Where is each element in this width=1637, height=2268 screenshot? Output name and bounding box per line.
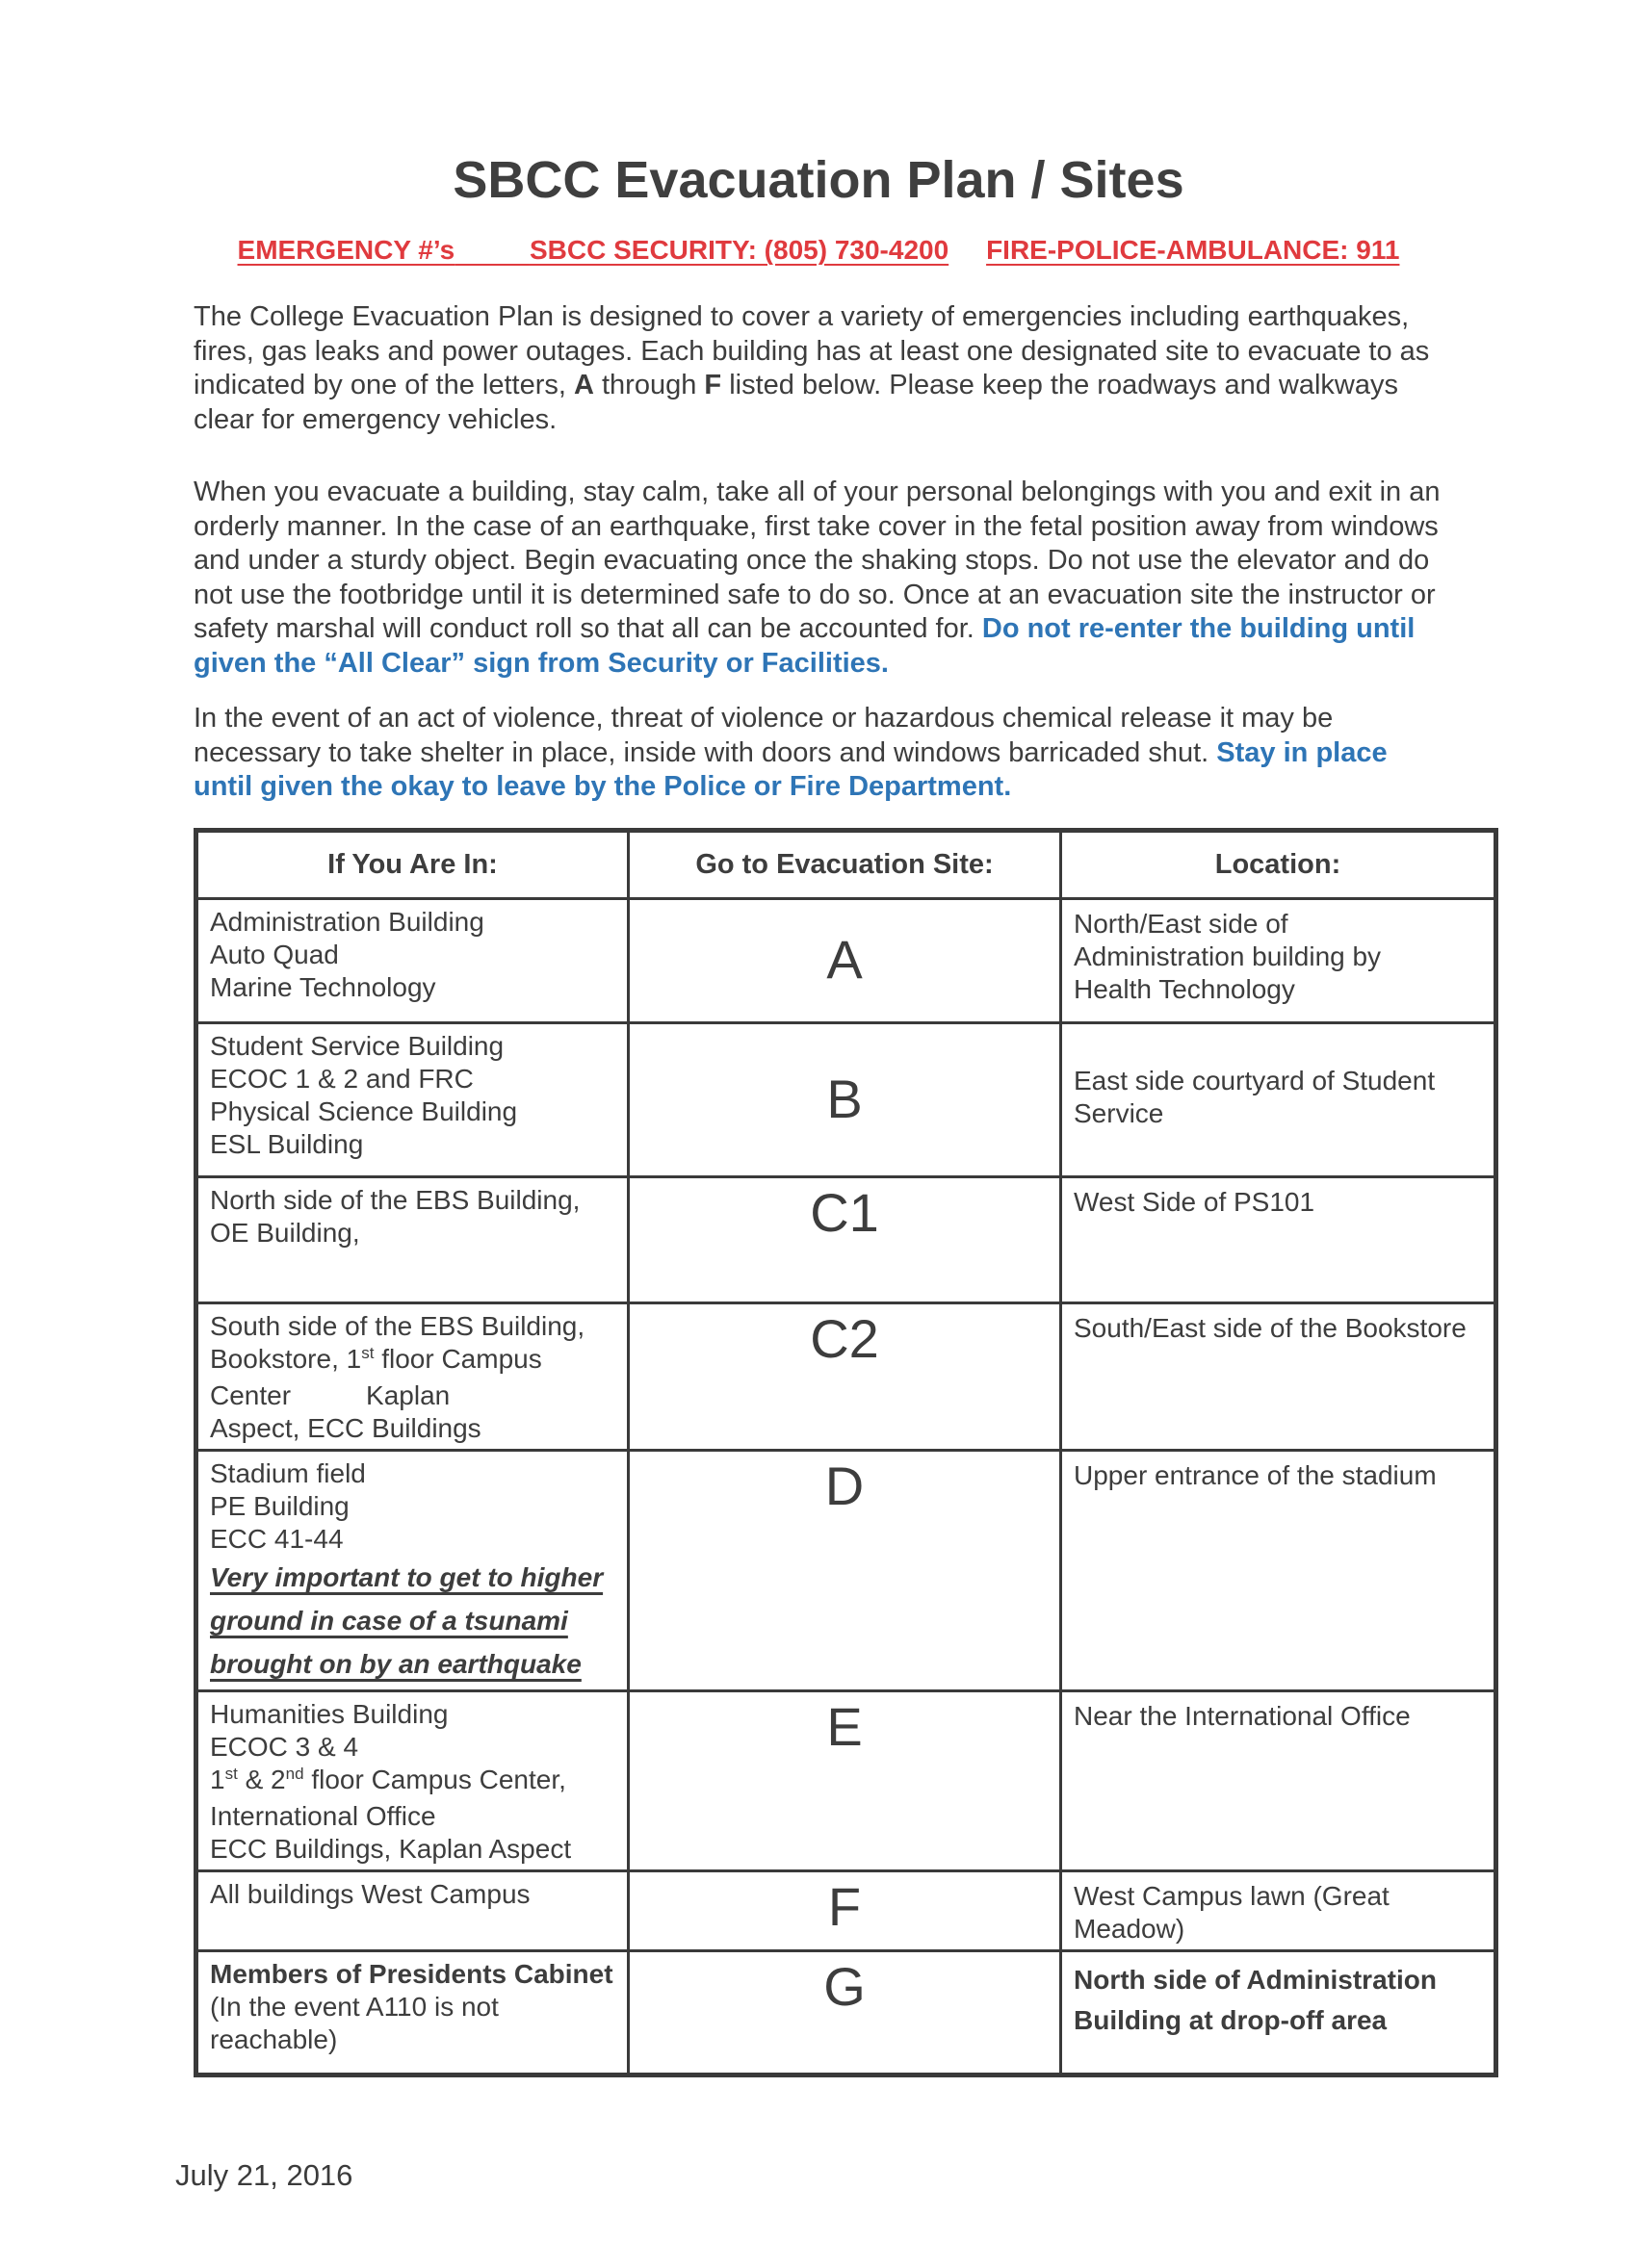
cell-buildings xyxy=(196,1022,629,1176)
footer-date: July 21, 2016 xyxy=(175,2158,353,2192)
building-line: reachable) xyxy=(210,2023,338,2054)
gap-spacer xyxy=(948,235,986,265)
cell-buildings xyxy=(196,898,629,1022)
evac-table-body xyxy=(196,898,1496,2075)
table-row xyxy=(196,1950,1496,2075)
table-row xyxy=(196,1302,1496,1450)
cell-buildings xyxy=(196,1690,629,1870)
building-line: ground in case of a tsunami xyxy=(210,1605,568,1636)
emergency-label: EMERGENCY #’s xyxy=(237,235,455,265)
cell-buildings xyxy=(196,1176,629,1302)
building-line: Stadium field xyxy=(210,1457,366,1488)
cell-buildings xyxy=(196,1950,629,2075)
building-line: Very important to get to higher xyxy=(210,1561,604,1592)
building-line: International Office xyxy=(210,1800,436,1831)
cell-buildings xyxy=(196,1302,629,1450)
emergency-numbers-line xyxy=(0,235,1637,266)
building-line: Center Kaplan xyxy=(210,1379,451,1410)
cell-site-letter: A xyxy=(629,898,1061,1022)
location-line: North/East side of xyxy=(1074,908,1288,939)
building-line: ESL Building xyxy=(210,1128,364,1159)
col-header-if-you-are-in: If You Are In: xyxy=(196,830,629,898)
building-line: ECOC 3 & 4 xyxy=(210,1731,359,1762)
col-header-evacuation-site: Go to Evacuation Site: xyxy=(629,830,1061,898)
location-line: Service xyxy=(1074,1098,1164,1128)
evacuation-sites-table xyxy=(194,828,1498,2077)
building-line: 1st & 2nd floor Campus Center, xyxy=(210,1764,566,1794)
location-line: Upper entrance of the stadium xyxy=(1074,1459,1437,1490)
location-line: Health Technology xyxy=(1074,973,1295,1004)
page-title: SBCC Evacuation Plan / Sites xyxy=(453,151,1184,209)
col-header-location: Location: xyxy=(1061,830,1496,898)
building-line: ECOC 1 & 2 and FRC xyxy=(210,1063,474,1094)
building-line: South side of the EBS Building, xyxy=(210,1310,585,1341)
location-line: East side courtyard of Student xyxy=(1074,1066,1436,1095)
location-line: Building at drop-off area xyxy=(1074,2004,1388,2035)
building-line: All buildings West Campus xyxy=(210,1878,531,1909)
building-line: ECC 41-44 xyxy=(210,1523,344,1554)
cell-buildings xyxy=(196,1450,629,1690)
table-row xyxy=(196,1450,1496,1690)
cell-site-letter: E xyxy=(629,1690,1061,1870)
building-line: Bookstore, 1st floor Campus xyxy=(210,1343,542,1374)
cell-site-letter: C1 xyxy=(629,1176,1061,1302)
cell-buildings xyxy=(196,1870,629,1950)
location-line: West Side of PS101 xyxy=(1074,1186,1315,1217)
cell-location xyxy=(1061,1690,1496,1870)
cell-site-letter: B xyxy=(629,1022,1061,1176)
cell-location xyxy=(1061,1176,1496,1302)
cell-site-letter: C2 xyxy=(629,1302,1061,1450)
cell-location xyxy=(1061,1950,1496,2075)
building-line: Aspect, ECC Buildings xyxy=(210,1412,481,1443)
building-line: Marine Technology xyxy=(210,971,436,1002)
location-line: North side of Administration xyxy=(1074,1964,1437,1995)
location-line: Near the International Office xyxy=(1074,1700,1411,1731)
building-line: PE Building xyxy=(210,1490,350,1521)
cell-site-letter: D xyxy=(629,1450,1061,1690)
location-line: South/East side of the Bookstore xyxy=(1074,1312,1467,1343)
table-row xyxy=(196,898,1496,1022)
cell-site-letter: G xyxy=(629,1950,1061,2075)
building-line: brought on by an earthquake xyxy=(210,1648,582,1679)
cell-location xyxy=(1061,1302,1496,1450)
table-row xyxy=(196,1022,1496,1176)
building-line: OE Building, xyxy=(210,1217,360,1248)
location-line: Meadow) xyxy=(1074,1913,1185,1944)
building-line: Physical Science Building xyxy=(210,1095,518,1126)
cell-location xyxy=(1061,1022,1496,1176)
building-line: Members of Presidents Cabinet xyxy=(210,1958,613,1989)
security-phone: SBCC SECURITY: (805) 730-4200 xyxy=(529,235,949,265)
table-header-row xyxy=(196,830,1496,898)
location-line: West Campus lawn (Great xyxy=(1074,1880,1390,1911)
table-row xyxy=(196,1690,1496,1870)
fire-police-phone: FIRE-POLICE-AMBULANCE: 911 xyxy=(986,235,1400,265)
paragraph-evacuation-procedure: When you evacuate a building, stay calm, take all of your personal belongings with you and exit in an orderly manner. In the case of an earthquake, first take cover in the fetal position away from windows and under a sturdy object. Begin evacuating once the shaking stops. Do not use the elevator and do not use the footbridge until it is determined safe to do so. Once at an evacuation site the instructor or safety marshal will conduct roll so that all can be accounted for. Do not re-enter the building until given the “All Clear” sign from Security or Facilities. xyxy=(194,477,1441,679)
cell-location xyxy=(1061,898,1496,1022)
building-line: Administration Building xyxy=(210,906,484,937)
cell-site-letter: F xyxy=(629,1870,1061,1950)
building-line: Humanities Building xyxy=(210,1698,449,1729)
building-line: (In the event A110 is not xyxy=(210,1991,499,2022)
location-line: Administration building by xyxy=(1074,941,1382,971)
table-row xyxy=(196,1176,1496,1302)
cell-location xyxy=(1061,1870,1496,1950)
tab-spacer xyxy=(455,235,530,265)
building-line: Student Service Building xyxy=(210,1030,505,1061)
building-line: Auto Quad xyxy=(210,939,339,969)
cell-location xyxy=(1061,1450,1496,1690)
paragraph-intro: The College Evacuation Plan is designed to cover a variety of emergencies including earthquakes, fires, gas leaks and power outages. Each building has at least one designated site to evacuate to as indicated by one of the letters, A through F listed below. Please keep the roadways and walkways clear for emergency vehicles. xyxy=(194,301,1430,435)
building-line: North side of the EBS Building, xyxy=(210,1184,581,1215)
table-row xyxy=(196,1870,1496,1950)
building-line: ECC Buildings, Kaplan Aspect xyxy=(210,1833,572,1864)
paragraph-shelter-in-place: In the event of an act of violence, threat of violence or hazardous chemical release it may be necessary to take shelter in place, inside with doors and windows barricaded shut. Stay in place until given the okay to leave by the Police or Fire Department. xyxy=(194,703,1388,802)
